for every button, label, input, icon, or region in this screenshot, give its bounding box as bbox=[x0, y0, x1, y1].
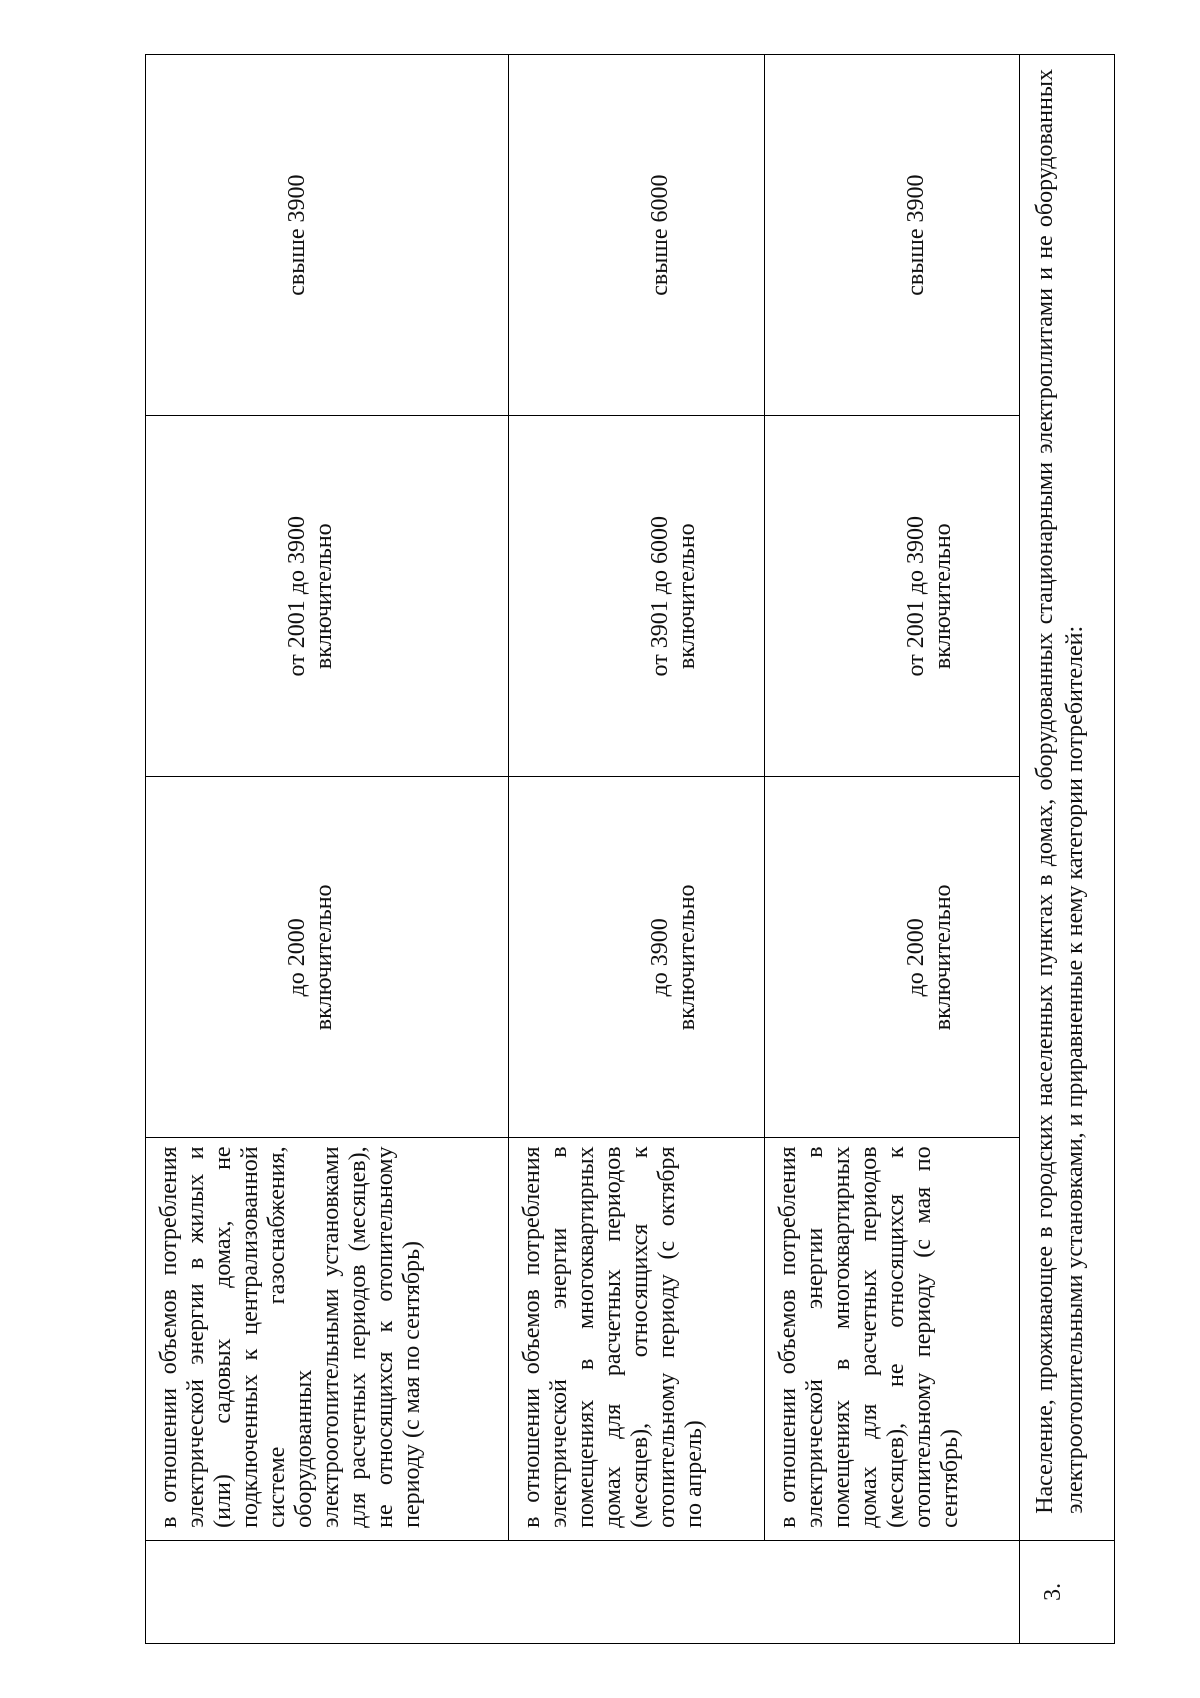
range-qualifier: включительно bbox=[311, 884, 337, 1031]
range-qualifier: включительно bbox=[929, 523, 956, 670]
range-cell-2 bbox=[764, 416, 1019, 777]
range-cell-3 bbox=[509, 55, 764, 416]
range-qualifier: включительно bbox=[311, 523, 337, 670]
table-row bbox=[509, 55, 764, 1644]
row-description: в отношении объемов потребления электрической энергии в помещениях в многоквартирных домах для расчетных периодов (месяцев), не относящихся к отопительному периоду (с мая по сентябрь) bbox=[764, 1138, 1019, 1540]
table-row bbox=[146, 55, 509, 1644]
section-number: 3. bbox=[1020, 1540, 1115, 1643]
range-value: свыше 6000 bbox=[647, 174, 674, 296]
range-value: до 2000 bbox=[284, 918, 310, 997]
range-value: свыше 3900 bbox=[284, 174, 310, 296]
section-row bbox=[1020, 55, 1115, 1644]
table-row bbox=[764, 55, 1019, 1644]
range-cell-2 bbox=[509, 416, 764, 777]
range-cell-1 bbox=[146, 777, 509, 1138]
range-value: до 2000 bbox=[902, 918, 929, 997]
row-description: в отношении объемов потребления электрической энергии в жилых и (или) садовых домах, не подключенных к централизованной системе газоснабжения, оборудованных электроотопительными установками для расчетных периодов (месяцев), не относящихся к отопительному периоду (с мая по сентябрь) bbox=[146, 1138, 509, 1540]
range-value: от 2001 до 3900 bbox=[284, 516, 310, 677]
range-value: свыше 3900 bbox=[902, 174, 929, 296]
rotated-page bbox=[145, 54, 1115, 1644]
range-cell-3 bbox=[764, 55, 1019, 416]
tariff-table bbox=[145, 54, 1115, 1644]
range-value: от 3901 до 6000 bbox=[647, 516, 674, 677]
range-value: от 2001 до 3900 bbox=[902, 516, 929, 677]
section-title: Население, проживающее в городских населенных пунктах в домах, оборудованных стационарными электроплитами и не оборудованных электроотопительными установками, и приравненные к нему категории потребителей: bbox=[1020, 55, 1115, 1541]
range-qualifier: включительно bbox=[929, 884, 956, 1031]
range-cell-3 bbox=[146, 55, 509, 416]
row-description: в отношении объемов потребления электрической энергии в помещениях в многоквартирных домах для расчетных периодов (месяцев), относящихся к отопительному периоду (с октября по апрель) bbox=[509, 1138, 764, 1540]
range-qualifier: включительно bbox=[674, 884, 701, 1031]
range-cell-2 bbox=[146, 416, 509, 777]
row-number-cell-blank bbox=[146, 1540, 1020, 1643]
range-value: до 3900 bbox=[647, 918, 674, 997]
range-qualifier: включительно bbox=[674, 523, 701, 670]
range-cell-1 bbox=[764, 777, 1019, 1138]
range-cell-1 bbox=[509, 777, 764, 1138]
